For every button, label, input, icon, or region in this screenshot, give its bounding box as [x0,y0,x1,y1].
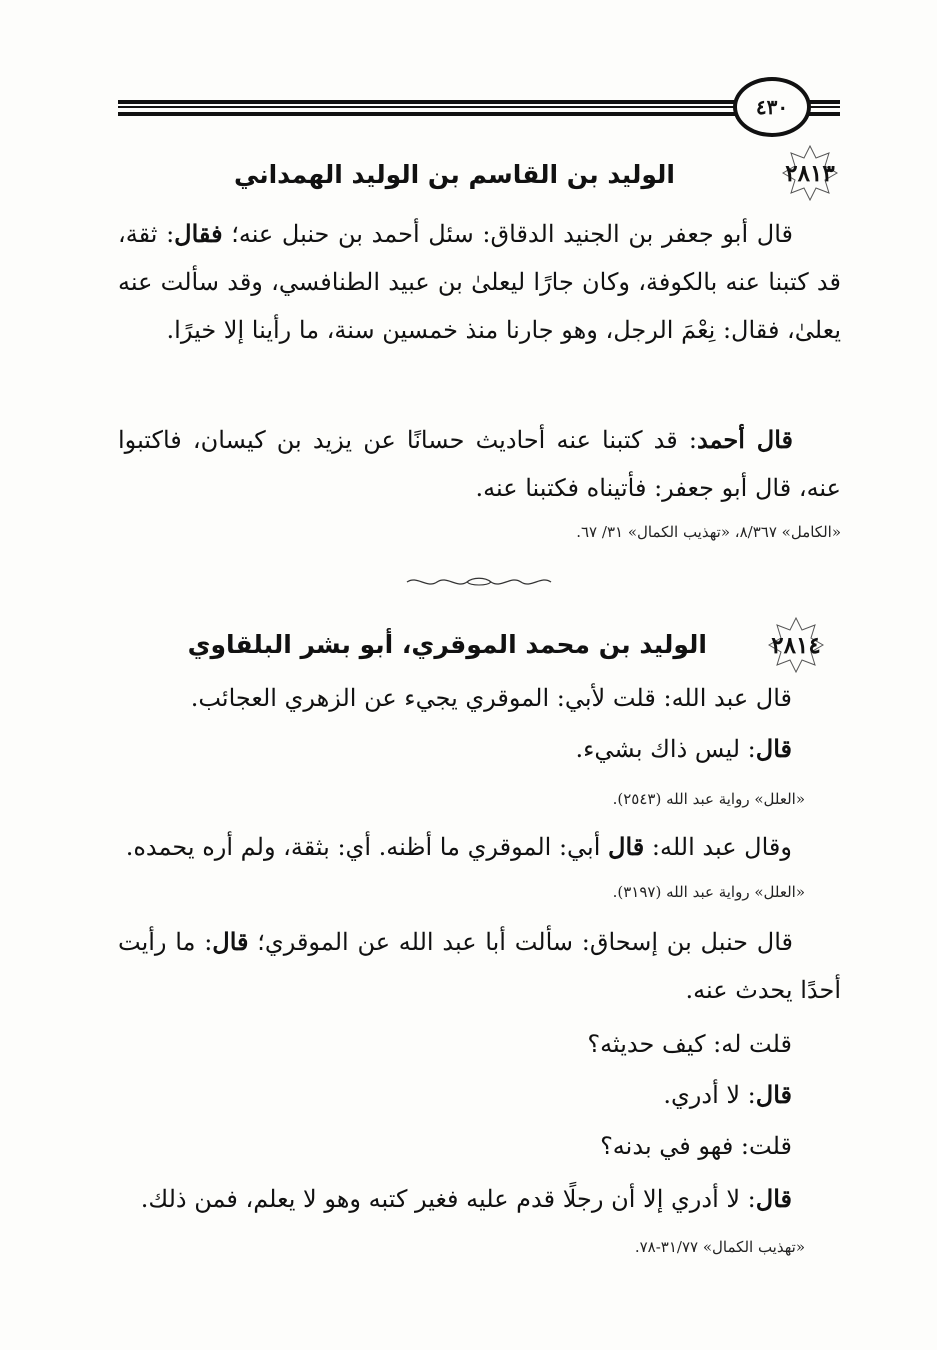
keyword-said: قال [212,927,249,956]
entry-number: ٢٨١٤ [771,631,821,659]
keyword-said: قال [755,1184,792,1213]
text-line: قلت له: كيف حديثه؟ [587,1030,792,1058]
source-citation: «تهذيب الكمال» ٣١/٧٧-٧٨. [634,1238,805,1256]
text-line: قال: ليس ذاك بشيء. [575,734,792,763]
source-citation: «العلل» رواية عبد الله (٢٥٤٣). [612,790,805,808]
keyword-said: قال [755,1080,792,1109]
keyword-said: قال أحمد [696,425,793,454]
entry-number-medallion [768,150,852,196]
text-line: قال: لا أدري. [663,1080,792,1109]
header-rule [118,100,840,104]
header-rule [118,106,840,108]
source-citation: «الكامل» ٨/٣٦٧، «تهذيب الكمال» ٣١/ ٦٧. [576,523,841,541]
entry-number-medallion [754,622,838,668]
separator-ornament-icon [405,574,553,590]
entry-title: الوليد بن القاسم بن الوليد الهمداني [233,160,675,189]
keyword-said: قال [608,832,645,861]
page-number: ٤٣٠ [733,77,811,137]
entry-number: ٢٨١٣ [785,159,835,187]
text-line: قال عبد الله: قلت لأبي: الموقري يجيء عن الزهري العجائب. [190,684,792,712]
keyword-said: فقال [174,219,223,248]
entry-paragraph: قال أبو جعفر بن الجنيد الدقاق: سئل أحمد بن حنبل عنه؛ فقال: ثقة، قد كتبنا عنه بالكوفة، وكان جارًا ليعلىٰ بن عبيد الطنافسي، وقد سألت عنه يعلىٰ، فقال: نِعْمَ الرجل، وهو جارنا منذ خمسين سنة، ما رأينا إلا خيرًا. [118,219,841,344]
entry-paragraph: قال أحمد: قد كتبنا عنه أحاديث حسانًا عن يزيد بن كيسان، فاكتبوا عنه، قال أبو جعفر: فأتيناه فكتبنا عنه. [118,425,841,502]
text-line: قلت: فهو في بدنه؟ [600,1132,792,1160]
source-citation: «العلل» رواية عبد الله (٣١٩٧). [612,883,805,901]
text-line: قال: لا أدري إلا أن رجلًا قدم عليه فغير كتبه وهو لا يعلم، فمن ذلك. [140,1184,792,1213]
header-rule [118,112,840,116]
entry-title: الوليد بن محمد الموقري، أبو بشر البلقاوي [187,630,707,659]
keyword-said: قال [755,734,792,763]
entry-paragraph: قال حنبل بن إسحاق: سألت أبا عبد الله عن الموقري؛ قال: ما رأيت أحدًا يحدث عنه. [118,927,841,1004]
text-line: وقال عبد الله: قال أبي: الموقري ما أظنه. أي: بثقة، ولم أره يحمده. [125,832,792,861]
